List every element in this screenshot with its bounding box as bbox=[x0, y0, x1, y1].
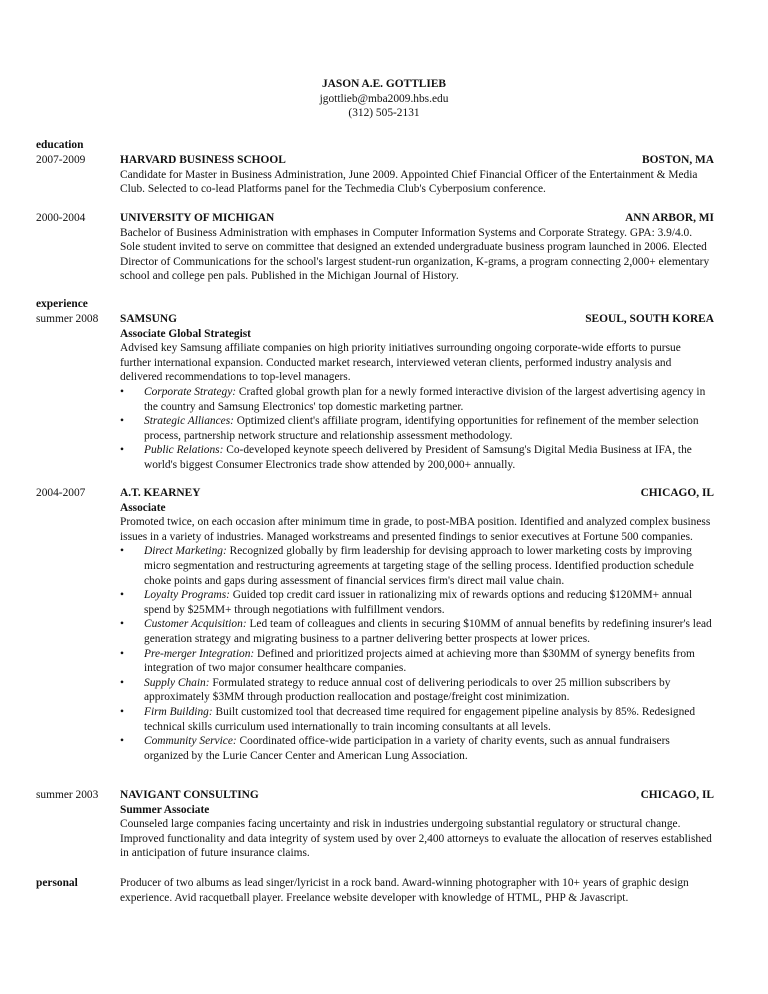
bullet-item bbox=[120, 443, 714, 472]
bullet-item bbox=[120, 705, 714, 734]
education-date-hbs: 2007-2009 bbox=[36, 154, 86, 166]
experience-entry-kearney bbox=[120, 486, 714, 763]
org-name: UNIVERSITY OF MICHIGAN bbox=[120, 212, 275, 224]
bullet-text: Led team of colleagues and clients in securing $10MM of annual benefits by redefining insurer's lead generation strategy and migrating business to a partner delivering better prospects at lower prices. bbox=[144, 618, 712, 645]
bullet-text: Optimized client's affiliate program, identifying opportunities for refinement of the member selection process, partnership network structure and relationship assessment methodology. bbox=[144, 415, 699, 442]
section-label-experience: experience bbox=[36, 298, 88, 310]
bullet-icon: • bbox=[120, 545, 124, 558]
bullet-lead: Strategic Alliances: bbox=[144, 415, 234, 428]
org-location: SEOUL, SOUTH KOREA bbox=[585, 313, 714, 325]
entry-description: Counseled large companies facing uncertainty and risk in industries undergoing substantial regulatory or structural change. Improved functionality and data integrity of system used by over 2,400 attorneys to evaluate the allocation of reserves established in anticipation of future insurance claims. bbox=[120, 818, 712, 860]
bullet-lead: Loyalty Programs: bbox=[144, 589, 230, 602]
bullet-item bbox=[120, 734, 714, 763]
bullet-item bbox=[120, 385, 714, 414]
bullet-text: Crafted global growth plan for a newly formed interactive division of the largest advertising agency in the country and Samsung Electronics' top domestic marketing partner. bbox=[144, 385, 706, 413]
bullet-lead: Firm Building: bbox=[144, 705, 213, 718]
entry-description: Promoted twice, on each occasion after minimum time in grade, to post-MBA position. Identified and analyzed complex business issues in a variety of industries. Managed workstreams and presented findings to senior executives at Fortune 500 companies. bbox=[120, 516, 711, 543]
org-name: SAMSUNG bbox=[120, 313, 177, 325]
bullet-icon: • bbox=[120, 589, 124, 602]
bullet-lead: Corporate Strategy: bbox=[144, 385, 237, 398]
org-location: ANN ARBOR, MI bbox=[625, 212, 714, 224]
bullet-icon: • bbox=[120, 444, 124, 457]
experience-date-navigant: summer 2003 bbox=[36, 789, 99, 801]
job-title: Associate bbox=[120, 501, 166, 514]
job-title: Associate Global Strategist bbox=[120, 327, 251, 340]
bullet-text: Formulated strategy to reduce annual cost of delivering periodicals to over 25 million subscribers by approximately $3MM through production reallocation and postage/freight cost minimization. bbox=[144, 676, 671, 704]
bullet-item bbox=[120, 414, 714, 443]
bullet-icon: • bbox=[120, 735, 124, 748]
bullet-lead: Pre-merger Integration: bbox=[144, 647, 255, 660]
org-location: CHICAGO, IL bbox=[640, 487, 714, 499]
org-location: CHICAGO, IL bbox=[640, 789, 714, 801]
bullet-lead: Direct Marketing: bbox=[144, 545, 227, 558]
candidate-name: JASON A.E. GOTTLIEB bbox=[321, 78, 447, 90]
entry-description: Bachelor of Business Administration with emphases in Computer Information Systems and Corporate Strategy. GPA: 3.9/4.0. Sole student invited to serve on committee that designed an extended undergraduate business program launched in 2006. Elected Director of Communications for the school's largest student-run organization, K-grams, a program connecting 2,000+ elementary school and college pen pals. Published in the Michigan Journal of History. bbox=[120, 226, 710, 283]
experience-entry-samsung bbox=[120, 312, 714, 473]
bullet-lead: Public Relations: bbox=[144, 444, 224, 457]
experience-entry-navigant bbox=[120, 788, 714, 861]
bullet-text: Recognized globally by firm leadership for devising approach to lower marketing costs by improving micro segmentation and restructuring agreements at targeting stage of the selling process. Identified production schedule choke points and gaps during assessment of financial services firm's direct mail value chain. bbox=[144, 545, 694, 587]
experience-date-kearney: 2004-2007 bbox=[36, 487, 86, 499]
candidate-phone: (312) 505-2131 bbox=[348, 107, 420, 120]
bullet-list bbox=[120, 385, 714, 473]
section-label-education: education bbox=[36, 139, 84, 151]
experience-date-samsung: summer 2008 bbox=[36, 313, 99, 325]
bullet-lead: Supply Chain: bbox=[144, 676, 210, 689]
bullet-text: Co-developed keynote speech delivered by President of Samsung's Digital Media Business at IFA, the world's biggest Consumer Electronics trade show attended by 200,000+ annually. bbox=[144, 444, 692, 471]
section-label-personal: personal bbox=[36, 877, 78, 889]
bullet-list bbox=[120, 544, 714, 763]
bullet-item bbox=[120, 588, 714, 617]
personal-entry bbox=[120, 876, 714, 905]
candidate-email: jgottlieb@mba2009.hbs.edu bbox=[319, 92, 449, 105]
education-entry-hbs bbox=[120, 153, 714, 197]
resume-header bbox=[0, 77, 768, 121]
bullet-icon: • bbox=[120, 705, 124, 718]
bullet-text: Defined and prioritized projects aimed at achieving more than $30MM of synergy benefits from integration of two major consumer healthcare companies. bbox=[144, 647, 695, 675]
bullet-icon: • bbox=[120, 618, 124, 631]
bullet-lead: Customer Acquisition: bbox=[144, 618, 247, 631]
job-title: Summer Associate bbox=[120, 803, 210, 816]
org-location: BOSTON, MA bbox=[642, 154, 714, 166]
bullet-icon: • bbox=[120, 676, 124, 689]
bullet-text: Coordinated office-wide participation in a variety of charity events, such as annual fundraisers organized by the Lurie Cancer Center and American Lung Association. bbox=[144, 735, 670, 762]
bullet-text: Built customized tool that decreased time required for engagement pipeline analysis by 85%. Redesigned technical skills curriculum used internationally to train incoming consultants at all levels. bbox=[144, 705, 696, 733]
bullet-item bbox=[120, 676, 714, 705]
personal-description: Producer of two albums as lead singer/lyricist in a rock band. Award-winning photographer with 10+ years of graphic design experience. Avid racquetball player. Freelance website developer with knowledge of HTML, PHP & Javascript. bbox=[120, 877, 689, 904]
bullet-text: Guided top credit card issuer in rationalizing mix of rewards options and reducing $120MM+ annual spend by $25MM+ through negotiations with fulfillment vendors. bbox=[144, 589, 693, 616]
entry-description: Advised key Samsung affiliate companies on high priority initiatives surrounding ongoing corporate-wide efforts to pursue further international expansion. Conducted market research, interviewed veteran clients, performed industry analysis and delivered recommendations to top-level managers. bbox=[120, 342, 681, 384]
education-date-umich: 2000-2004 bbox=[36, 212, 86, 224]
education-entry-umich bbox=[120, 211, 714, 284]
entry-description: Candidate for Master in Business Administration, June 2009. Appointed Chief Financial Officer of the Entertainment & Media Club. Selected to co-lead Platforms panel for the Techmedia Club's Cyberposium conference. bbox=[120, 168, 698, 196]
bullet-item bbox=[120, 647, 714, 676]
bullet-lead: Community Service: bbox=[144, 735, 237, 748]
bullet-item bbox=[120, 544, 714, 588]
bullet-icon: • bbox=[120, 385, 124, 398]
org-name: A.T. KEARNEY bbox=[120, 487, 201, 499]
bullet-icon: • bbox=[120, 647, 124, 660]
bullet-icon: • bbox=[120, 415, 124, 428]
org-name: NAVIGANT CONSULTING bbox=[120, 789, 259, 801]
bullet-item bbox=[120, 617, 714, 646]
org-name: HARVARD BUSINESS SCHOOL bbox=[120, 154, 286, 166]
